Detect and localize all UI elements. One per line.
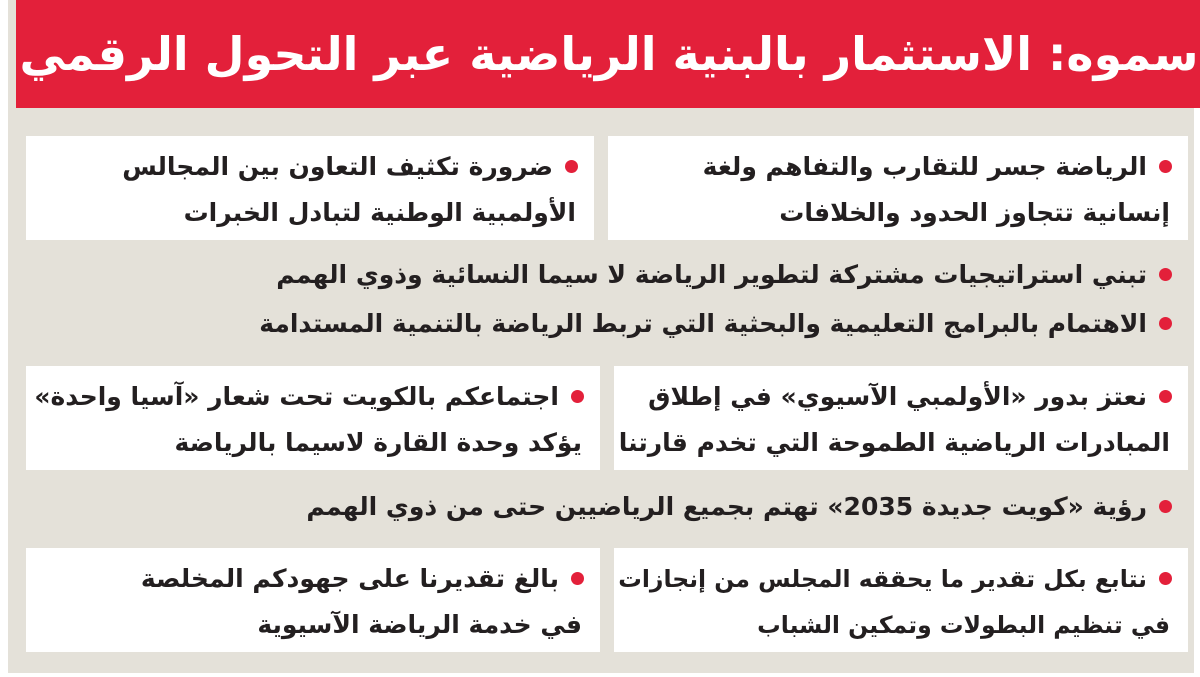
point-6-line-1: اجتماعكم بالكويت تحت شعار «آسيا واحدة» [36, 374, 584, 420]
point-6-line-2: يؤكد وحدة القارة لاسيما بالرياضة [174, 428, 582, 457]
point-9-line-1: بالغ تقديرنا على جهودكم المخلصة [36, 556, 584, 602]
point-2-line-1: ضرورة تكثيف التعاون بين المجالس [36, 144, 578, 190]
point-1-line-1: الرياضة جسر للتقارب والتفاهم ولغة [618, 144, 1172, 190]
point-row-7 [26, 489, 1188, 529]
bullet-icon [1159, 572, 1172, 585]
point-8-line-2: في تنظيم البطولات وتمكين الشباب [757, 611, 1170, 639]
bullet-icon [571, 390, 584, 403]
point-5-line-2: المبادرات الرياضية الطموحة التي تخدم قارتنا [618, 428, 1170, 457]
title-banner [16, 0, 1200, 108]
point-4-text: الاهتمام بالبرامج التعليمية والبحثية التي تربط الرياضة بالتنمية المستدامة [259, 309, 1147, 338]
bullet-icon [1159, 390, 1172, 403]
point-box-1 [608, 136, 1188, 240]
bullet-icon [1159, 317, 1172, 330]
point-3-text: تبني استراتيجيات مشتركة لتطوير الرياضة لا سيما النسائية وذوي الهمم [276, 260, 1147, 289]
point-row-3 [26, 257, 1188, 297]
point-7-text: رؤية «كويت جديدة 2035» تهتم بجميع الرياضيين حتى من ذوي الهمم [306, 492, 1147, 521]
bullet-icon [1159, 268, 1172, 281]
bullet-icon [1159, 500, 1172, 513]
point-2-line-2: الأولمبية الوطنية لتبادل الخبرات [183, 198, 576, 227]
bullet-icon [1159, 160, 1172, 173]
point-box-8 [614, 548, 1188, 652]
point-1-line-2: إنسانية تتجاوز الحدود والخلافات [779, 198, 1170, 227]
point-5-line-1: نعتز بدور «الأولمبي الآسيوي» في إطلاق [624, 374, 1172, 420]
point-box-2 [26, 136, 594, 240]
point-box-6 [26, 366, 600, 470]
bullet-icon [571, 572, 584, 585]
point-row-4 [26, 306, 1188, 346]
point-8-line-1: نتابع بكل تقدير ما يحققه المجلس من إنجازات [624, 556, 1172, 602]
page-title: سموه: الاستثمار بالبنية الرياضية عبر التحول الرقمي [19, 27, 1199, 81]
point-box-9 [26, 548, 600, 652]
bullet-icon [565, 160, 578, 173]
point-9-line-2: في خدمة الرياضة الآسيوية [257, 610, 582, 639]
point-box-5 [614, 366, 1188, 470]
